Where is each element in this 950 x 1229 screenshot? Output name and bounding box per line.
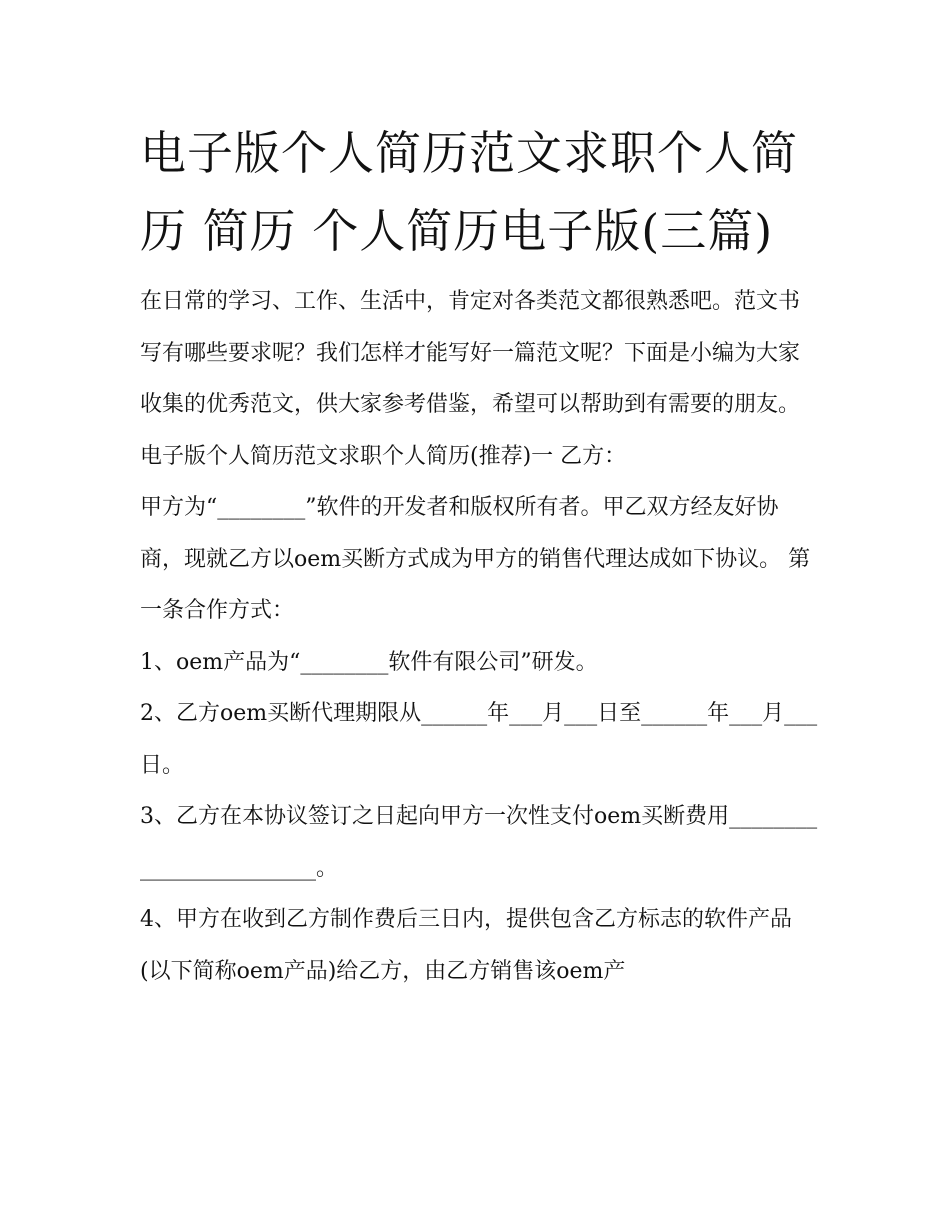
intro-paragraph: 在日常的学习、工作、生活中，肯定对各类范文都很熟悉吧。范文书写有哪些要求呢？我们怎样才能写好一篇范文呢？下面是小编为大家收集的优秀范文，供大家参考借鉴，希望可以帮助到有需要的朋友。 (140, 289, 801, 417)
document-page (140, 114, 820, 997)
clause-4: 4、甲方在收到乙方制作费后三日内，提供包含乙方标志的软件产品(以下简称oem产品)给乙方，由乙方销售该oem产 (140, 907, 792, 984)
clause-1: 1、oem产品为“________软件有限公司”研发。 (140, 649, 598, 675)
section-heading: 电子版个人简历范文求职个人简历(推荐)一 乙方： (140, 443, 627, 469)
document-title: 电子版个人简历范文求职个人简历 简历 个人简历电子版(三篇) (140, 126, 798, 258)
agreement-paragraph: 甲方为“________”软件的开发者和版权所有者。甲乙双方经友好协商，现就乙方以oem买断方式成为甲方的销售代理达成如下协议。 第一条合作方式： (140, 495, 811, 623)
clause-3: 3、乙方在本协议签订之日起向甲方一次性支付oem买断费用________________________。 (140, 804, 818, 881)
clause-2: 2、乙方oem买断代理期限从______年___月___日至______年___月___日。 (140, 701, 818, 778)
